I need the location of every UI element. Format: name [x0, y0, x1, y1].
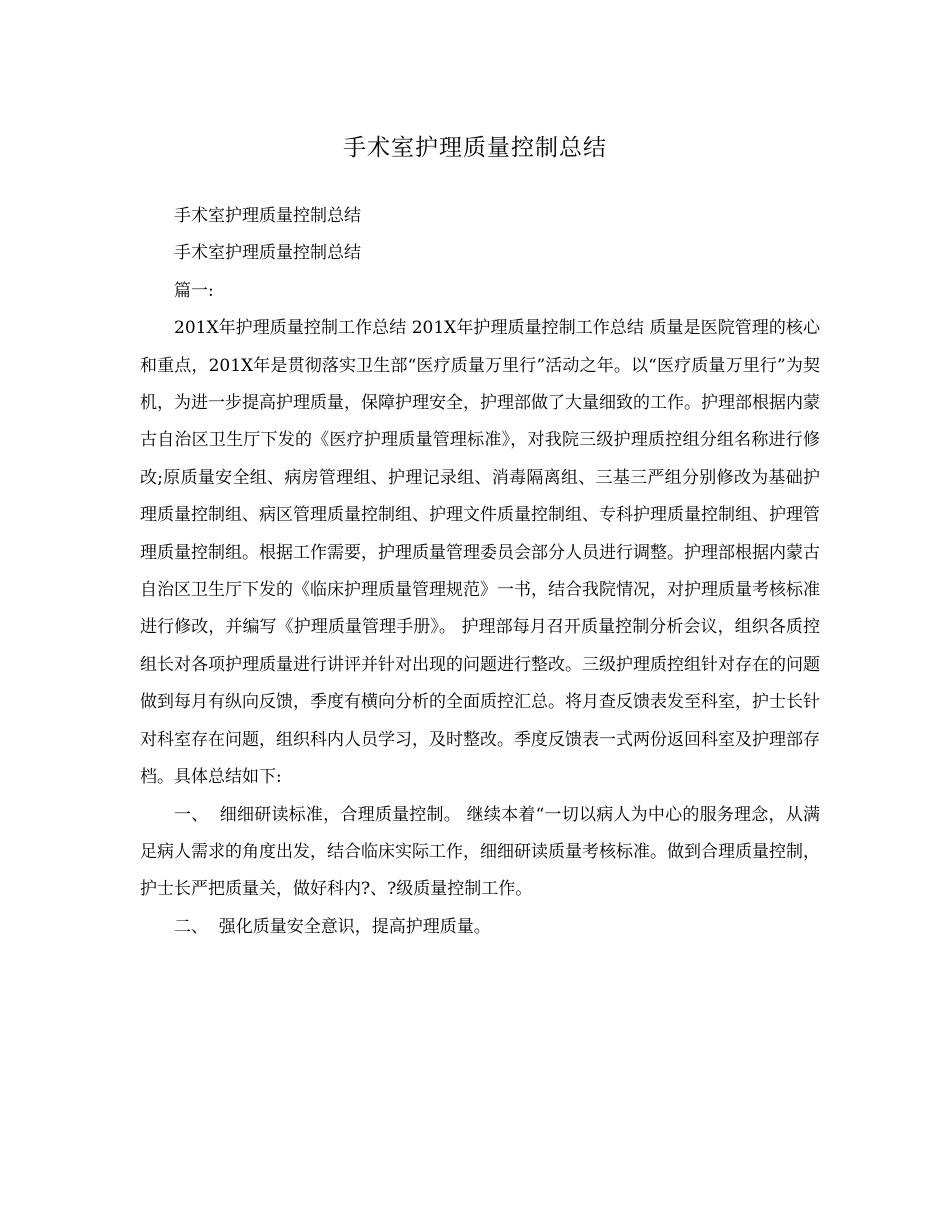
body-paragraph: 篇一: — [174, 280, 214, 301]
document-title: 手术室护理质量控制总结 — [343, 135, 607, 161]
body-paragraph: 手术室护理质量控制总结 — [174, 206, 361, 226]
body-paragraph: 一、 细细研读标准，合理质量控制。 继续本着“一切以病人为中心的服务理念，从满足病人需求的角度出发，结合临床实际工作，细细研读质量考核标准。做到合理质量控制，护士长严把质量关，做好科内?、?级质量控制工作。 — [140, 804, 820, 900]
body-paragraph: 手术室护理质量控制总结 — [174, 243, 361, 264]
body-paragraph: 201X年护理质量控制工作总结 201X年护理质量控制工作总结 质量是医院管理的核心和重点，201X年是贯彻落实卫生部“医疗质量万里行”活动之年。以“医疗质量万里行”为契机，为进一步提高护理质量，保障护理安全，护理部做了大量细致的工作。护理部根据内蒙古自治区卫生厅下发的《医疗护理质量管理标准》，对我院三级护理质控组分组名称进行修改;原质量安全组、病房管理组、护理记录组、消毒隔离组、三基三严组分别修改为基础护理质量控制组、病区管理质量控制组、护理文件质量控制组、专科护理质量控制组、护理管理质量控制组。根据工作需要，护理质量管理委员会部分人员进行调整。护理部根据内蒙古自治区卫生厅下发的《临床护理质量管理规范》一书，结合我院情况，对护理质量考核标准进行修改，并编写《护理质量管理手册》。 护理部每月召开质量控制分析会议，组织各质控组长对各项护理质量进行讲评并针对出现的问题进行整改。三级护理质控组针对存在的问题做到每月有纵向反馈，季度有横向分析的全面质控汇总。将月查反馈表发至科室，护士长针对科室存在问题，组织科内人员学习，及时整改。季度反馈表一式两份返回科室及护理部存档。具体总结如下: — [140, 318, 820, 788]
document-body — [140, 198, 820, 946]
body-paragraph: 二、 强化质量安全意识，提高护理质量。 — [174, 916, 491, 937]
